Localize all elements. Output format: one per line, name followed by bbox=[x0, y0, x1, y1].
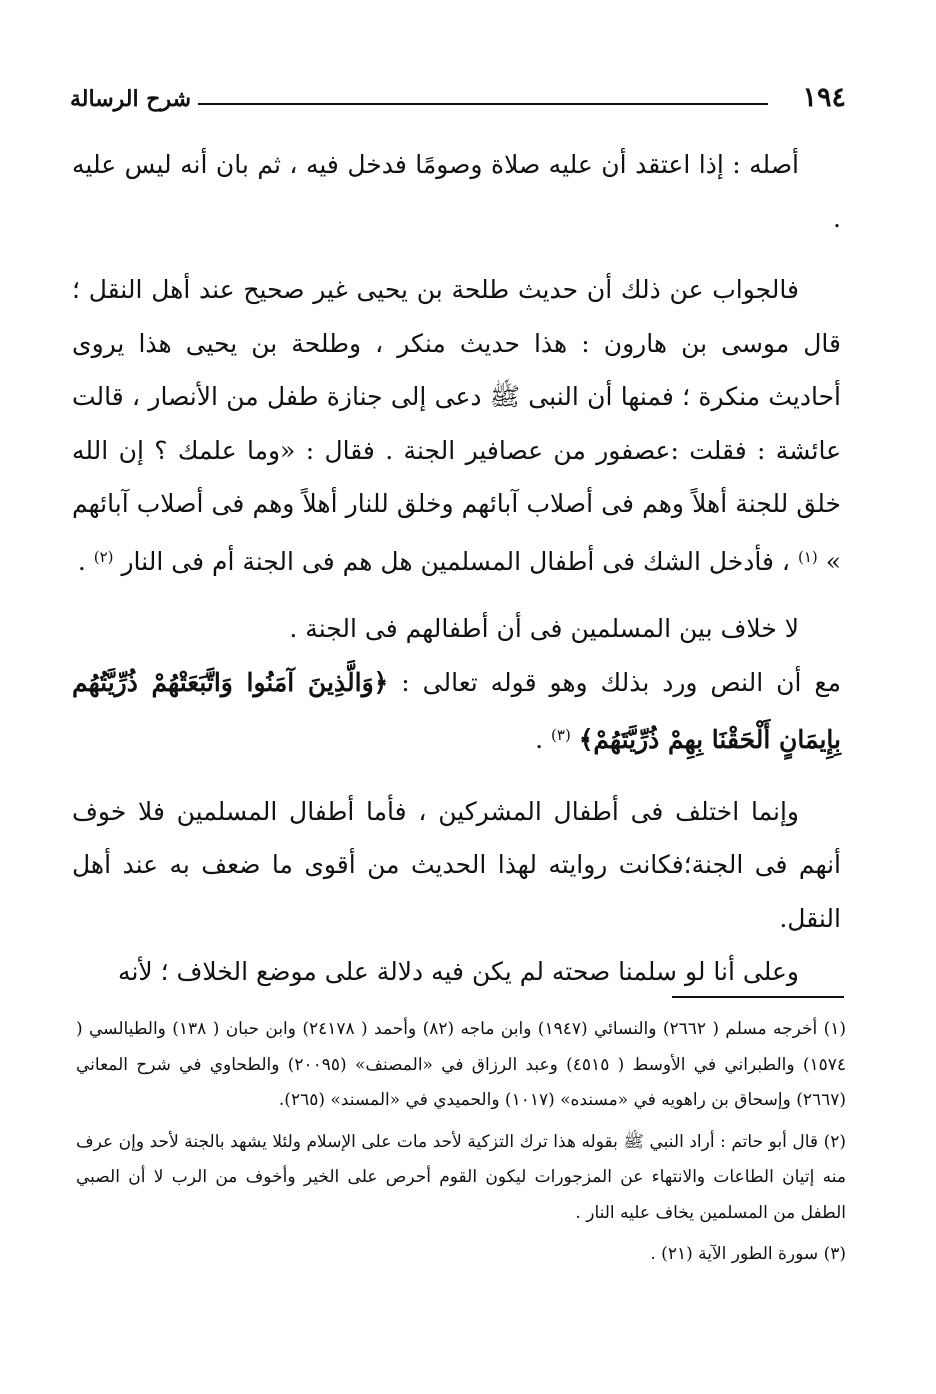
page-number: ١٩٤ bbox=[802, 82, 846, 113]
footnote-ref-3: (٣) bbox=[551, 726, 571, 744]
footnote-separator bbox=[672, 996, 844, 998]
paragraph-4 bbox=[72, 656, 841, 767]
paragraph-4-end: . bbox=[535, 725, 544, 754]
footnote-2: (٢) قال أبو حاتم : أراد النبي ﷺ بقوله هذا ترك التزكية لأحد مات على الإسلام ولئلا يشهد بالجنة لأحد وإن عرف منه إتيان الطاعات والانتهاء عن المزجورات ليكون القوم أحرص على الخير وأخوف من الرب لا أن الصبي الطفل من المسلمين يخاف عليه النار . bbox=[76, 1131, 846, 1223]
paragraph-2 bbox=[72, 263, 841, 588]
paragraph-1: أصله : إذا اعتقد أن عليه صلاة وصومًا فدخل فيه ، ثم بان أنه ليس عليه . bbox=[72, 150, 841, 233]
page-header bbox=[70, 82, 846, 122]
header-rule bbox=[198, 103, 768, 105]
main-text bbox=[72, 138, 841, 999]
paragraph-6: وعلى أنا لو سلمنا صحته لم يكن فيه دلالة على موضع الخلاف ؛ لأنه bbox=[118, 957, 799, 986]
quran-verse: ﴿وَالَّذِينَ آمَنُوا وَاتَّبَعَتْهُمْ ذُرِّيَّتُهُم بِإِيمَانٍ أَلْحَقْنَا بِهِمْ ذُرِّيَّتَهُمْ﴾ bbox=[72, 667, 841, 754]
footnote-ref-2: (٢) bbox=[93, 547, 114, 566]
footnote-1: (١) أخرجه مسلم ( ٢٦٦٢) والنسائي (١٩٤٧) وابن ماجه (٨٢) وأحمد ( ٢٤١٧٨) وابن حبان ( ١٣٨) والطيالسي ( ١٥٧٤) والطبراني في الأوسط ( ٤٥١٥) وعبد الرزاق في «المصنف» (٢٠٠٩٥) والطحاوي في شرح المعاني (٢٦٦٧) وإسحاق بن راهويه في «مسنده» (١٠١٧) والحميدي في «المسند» (٢٦٥). bbox=[76, 1019, 847, 1110]
footnotes bbox=[76, 1012, 846, 1279]
footnote-ref-1: (١) bbox=[797, 547, 818, 566]
paragraph-4-text: مع أن النص ورد بذلك وهو قوله تعالى : bbox=[401, 667, 842, 697]
paragraph-2-text: فالجواب عن ذلك أن حديث طلحة بن يحيى غير صحيح عند أهل النقل ؛ قال موسى بن هارون : هذا حديث منكر ، وطلحة بن يحيى هذا يروى أحاديث منكرة ؛ فمنها أن النبى ﷺ دعى إلى جنازة طفل من الأنصار ، قالت عائشة : فقلت :عصفور من عصافير الجنة . فقال : «وما علمك ؟ إن الله خلق للجنة أهلاً وهم فى أصلاب آبائهم وخلق للنار أهلاً وهم فى أصلاب آبائهم » bbox=[72, 275, 841, 576]
paragraph-2-end: . bbox=[77, 546, 86, 576]
footnote-3: (٣) سورة الطور الآية (٢١) . bbox=[650, 1244, 846, 1264]
paragraph-3: لا خلاف بين المسلمين فى أن أطفالهم فى الجنة . bbox=[289, 614, 799, 643]
paragraph-5: وإنما اختلف فى أطفال المشركين ، فأما أطفال المسلمين فلا خوف أنهم فى الجنة؛فكانت روايته لهذا الحديث من أقوى ما ضعف به عند أهل النقل. bbox=[72, 796, 841, 933]
paragraph-2-text-cont: ، فأدخل الشك فى أطفال المسلمين هل هم فى الجنة أم فى النار bbox=[121, 546, 791, 576]
running-title: شرح الرسالة bbox=[70, 86, 192, 112]
